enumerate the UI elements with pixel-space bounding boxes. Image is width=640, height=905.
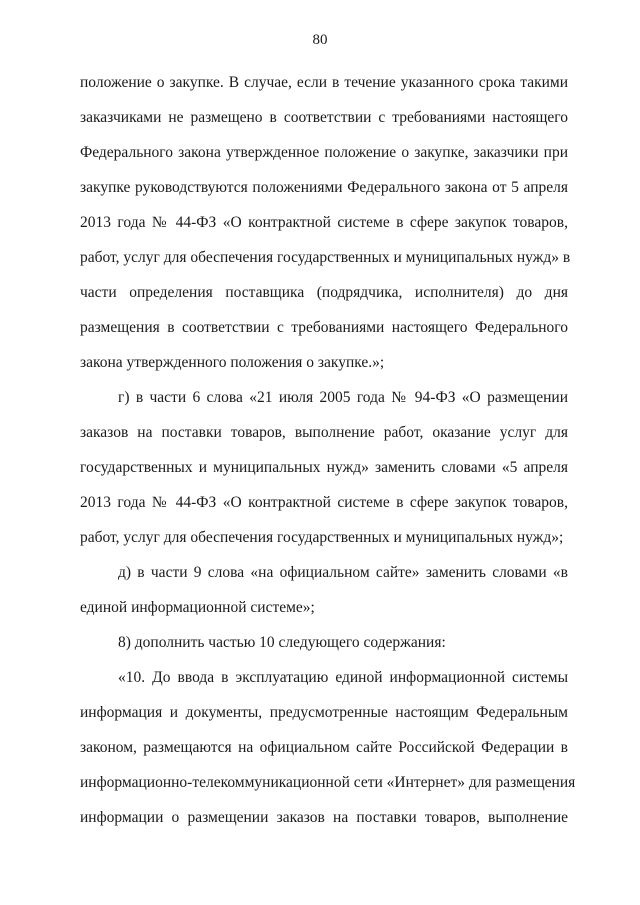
text-line: Федерального закона утвержденное положение о закупке, заказчики при: [80, 144, 568, 161]
text-line: 2013 года № 44-ФЗ «О контрактной системе в сфере закупок товаров,: [80, 214, 568, 231]
text-line: информация и документы, предусмотренные настоящим Федеральным: [80, 704, 568, 721]
text-line: заказчиками не размещено в соответствии с требованиями настоящего: [80, 109, 568, 126]
text-line: государственных и муниципальных нужд» заменить словами «5 апреля: [80, 459, 568, 476]
paragraph-first-line: 8) дополнить частью 10 следующего содержания:: [118, 634, 446, 651]
text-line: информации о размещении заказов на поставки товаров, выполнение: [80, 809, 568, 826]
paragraph-first-line: «10. До ввода в эксплуатацию единой информационной системы: [118, 669, 568, 686]
paragraph-first-line: д) в части 9 слова «на официальном сайте» заменить словами «в: [118, 564, 568, 581]
text-line: положение о закупке. В случае, если в течение указанного срока такими: [80, 74, 568, 91]
text-line: единой информационной системе»;: [80, 599, 315, 616]
text-line: 2013 года № 44-ФЗ «О контрактной системе в сфере закупок товаров,: [80, 494, 568, 511]
text-line: закона утвержденного положения о закупке.»;: [80, 354, 385, 371]
text-line: закупке руководствуются положениями Федерального закона от 5 апреля: [80, 179, 568, 196]
text-line: работ, услуг для обеспечения государственных и муниципальных нужд» в: [80, 249, 571, 266]
text-line: работ, услуг для обеспечения государственных и муниципальных нужд»;: [80, 529, 564, 546]
text-line: информационно-телекоммуникационной сети «Интернет» для размещения: [80, 774, 576, 791]
page-number: 80: [312, 32, 328, 48]
text-line: заказов на поставки товаров, выполнение работ, оказание услуг для: [80, 424, 568, 441]
text-line: части определения поставщика (подрядчика, исполнителя) до дня: [80, 284, 568, 301]
text-line: законом, размещаются на официальном сайте Российской Федерации в: [80, 739, 568, 756]
paragraph-first-line: г) в части 6 слова «21 июля 2005 года № 94-ФЗ «О размещении: [118, 389, 568, 406]
text-line: размещения в соответствии с требованиями настоящего Федерального: [80, 319, 568, 336]
